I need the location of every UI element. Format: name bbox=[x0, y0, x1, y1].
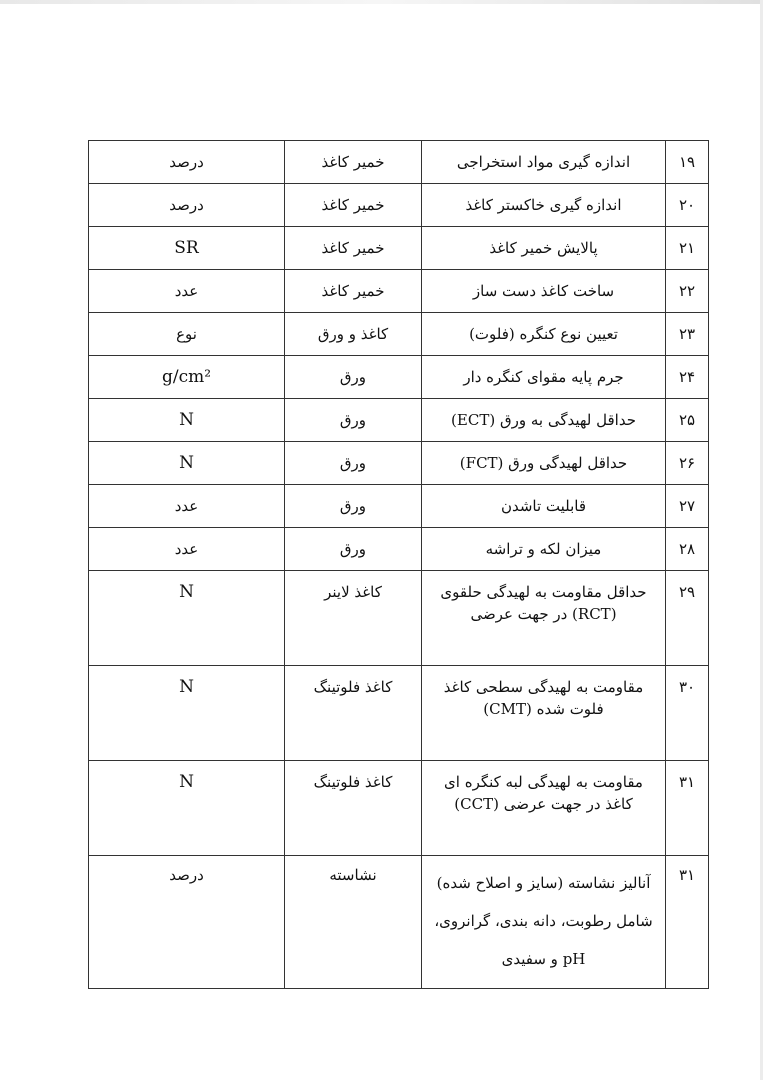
row-number: ۲۸ bbox=[666, 528, 709, 571]
unit bbox=[89, 571, 285, 666]
row-number: ۲۶ bbox=[666, 442, 709, 485]
table-row bbox=[89, 571, 709, 666]
test-name: آنالیز نشاسته (سایز و اصلاح شده) شامل رطوبت، دانه بندی، گرانروی، pH و سفیدی bbox=[422, 856, 666, 989]
unit bbox=[89, 442, 285, 485]
material: کاغذ فلوتینگ bbox=[285, 666, 422, 761]
table-row bbox=[89, 313, 709, 356]
material: کاغذ و ورق bbox=[285, 313, 422, 356]
table-row bbox=[89, 227, 709, 270]
table-row bbox=[89, 666, 709, 761]
table-row bbox=[89, 856, 709, 989]
table-row bbox=[89, 356, 709, 399]
row-number: ۲۹ bbox=[666, 571, 709, 666]
unit bbox=[89, 666, 285, 761]
test-specification-table bbox=[88, 140, 709, 989]
table-row bbox=[89, 442, 709, 485]
table-row bbox=[89, 528, 709, 571]
table-row bbox=[89, 761, 709, 856]
unit bbox=[89, 399, 285, 442]
test-name: تعیین نوع کنگره (فلوت) bbox=[422, 313, 666, 356]
material: ورق bbox=[285, 442, 422, 485]
unit bbox=[89, 356, 285, 399]
table-row bbox=[89, 485, 709, 528]
row-number: ۲۰ bbox=[666, 184, 709, 227]
row-number: ۲۷ bbox=[666, 485, 709, 528]
unit-text: N bbox=[179, 772, 194, 792]
material: خمیر کاغذ bbox=[285, 227, 422, 270]
test-name: حداقل مقاومت به لهیدگی حلقوی (RCT) در جهت عرضی bbox=[422, 571, 666, 666]
test-name: حداقل لهیدگی به ورق (ECT) bbox=[422, 399, 666, 442]
test-name: اندازه گیری مواد استخراجی bbox=[422, 141, 666, 184]
test-name: مقاومت به لهیدگی لبه کنگره ای کاغذ در جهت عرضی (CCT) bbox=[422, 761, 666, 856]
material: نشاسته bbox=[285, 856, 422, 989]
row-number: ۲۱ bbox=[666, 227, 709, 270]
material: خمیر کاغذ bbox=[285, 270, 422, 313]
unit bbox=[89, 227, 285, 270]
material: خمیر کاغذ bbox=[285, 141, 422, 184]
table-row bbox=[89, 184, 709, 227]
unit: عدد bbox=[89, 485, 285, 528]
test-name: پالایش خمیر کاغذ bbox=[422, 227, 666, 270]
row-number: ۳۱ bbox=[666, 761, 709, 856]
unit: درصد bbox=[89, 184, 285, 227]
unit-text: SR bbox=[174, 238, 199, 258]
unit: درصد bbox=[89, 141, 285, 184]
test-name: حداقل لهیدگی ورق (FCT) bbox=[422, 442, 666, 485]
material: کاغذ لاینر bbox=[285, 571, 422, 666]
unit: عدد bbox=[89, 270, 285, 313]
row-number: ۲۲ bbox=[666, 270, 709, 313]
row-number: ۲۴ bbox=[666, 356, 709, 399]
scan-edge-top bbox=[0, 0, 763, 4]
test-name: جرم پایه مقوای کنگره دار bbox=[422, 356, 666, 399]
test-name: قابلیت تاشدن bbox=[422, 485, 666, 528]
unit bbox=[89, 761, 285, 856]
unit-text: N bbox=[179, 410, 194, 430]
row-number: ۳۱ bbox=[666, 856, 709, 989]
row-number: ۲۳ bbox=[666, 313, 709, 356]
test-name: میزان لکه و تراشه bbox=[422, 528, 666, 571]
test-name: مقاومت به لهیدگی سطحی کاغذ فلوت شده (CMT) bbox=[422, 666, 666, 761]
unit-text: g/cm² bbox=[161, 367, 212, 387]
row-number: ۲۵ bbox=[666, 399, 709, 442]
unit-text: N bbox=[179, 582, 194, 602]
table-row bbox=[89, 141, 709, 184]
unit: عدد bbox=[89, 528, 285, 571]
row-number: ۳۰ bbox=[666, 666, 709, 761]
table-row bbox=[89, 399, 709, 442]
material: خمیر کاغذ bbox=[285, 184, 422, 227]
material: ورق bbox=[285, 356, 422, 399]
test-name: ساخت کاغذ دست ساز bbox=[422, 270, 666, 313]
unit-text: N bbox=[179, 453, 194, 473]
table-row bbox=[89, 270, 709, 313]
material: ورق bbox=[285, 399, 422, 442]
material: ورق bbox=[285, 528, 422, 571]
unit: نوع bbox=[89, 313, 285, 356]
unit: درصد bbox=[89, 856, 285, 989]
test-name: اندازه گیری خاکستر کاغذ bbox=[422, 184, 666, 227]
unit-text: N bbox=[179, 677, 194, 697]
row-number: ۱۹ bbox=[666, 141, 709, 184]
material: کاغذ فلوتینگ bbox=[285, 761, 422, 856]
material: ورق bbox=[285, 485, 422, 528]
